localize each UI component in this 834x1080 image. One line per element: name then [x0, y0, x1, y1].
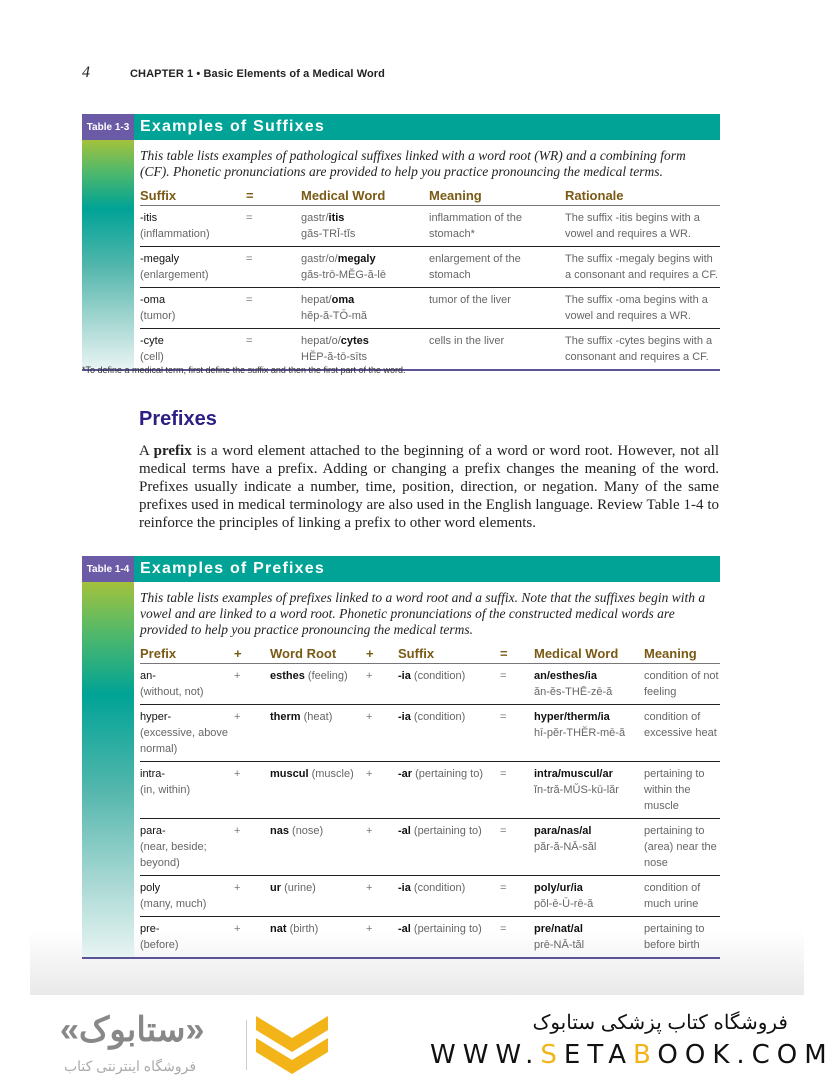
gradient-side-bar [82, 140, 134, 369]
suffix-meaning: (enlargement) [140, 269, 209, 281]
logo-subtitle: فروشگاه اینترنتی کتاب [63, 1058, 197, 1074]
medical-word: intra/muscul/ar [534, 768, 613, 780]
table-row [140, 206, 720, 247]
meaning: enlargement of the stomach [429, 253, 521, 281]
medical-word: para/nas/al [534, 825, 592, 837]
phonetic: prē-NĀ-tăl [534, 939, 585, 951]
word-root: therm [270, 711, 301, 723]
plus-sign: + [366, 768, 373, 780]
word-part: hepat/ [301, 294, 332, 306]
phonetic: ăn-ĕs-THĒ-zē-ă [534, 686, 613, 698]
suffix-term: -oma [140, 294, 166, 306]
table-header [82, 556, 720, 582]
meaning: condition of excessive heat [644, 711, 717, 739]
url-part-accent: B [633, 1040, 658, 1070]
plus-sign: + [366, 825, 373, 837]
prefix-meaning: (in, within) [140, 784, 191, 796]
table-row [140, 819, 720, 876]
equals-sign: = [500, 923, 507, 935]
table-title: Examples of Prefixes [134, 556, 720, 582]
equals-sign: = [500, 711, 507, 723]
suffix-meaning: (pertaining to) [415, 768, 483, 780]
word-suffix: cytes [340, 335, 369, 347]
url-part-accent: S [540, 1040, 564, 1070]
root-meaning: (heat) [303, 711, 333, 723]
url-part: ETA [563, 1040, 633, 1070]
meaning: pertaining to within the muscle [644, 768, 705, 812]
plus-sign: + [234, 882, 241, 894]
plus-sign: + [234, 825, 241, 837]
col-header: Suffix [140, 186, 246, 206]
table-row [140, 329, 720, 370]
rationale: The suffix -oma begins with a vowel and requires a WR. [565, 294, 708, 322]
medical-word: an/esthes/ia [534, 670, 597, 682]
prefix-table [140, 644, 720, 957]
col-header: = [500, 644, 534, 664]
prefix-term: an- [140, 670, 156, 682]
plus-sign: + [366, 923, 373, 935]
phonetic: hī-pĕr-THĔR-mē-ă [534, 727, 626, 739]
word-root: nas [270, 825, 289, 837]
phonetic: găs-trō-MĔG-ă-lē [301, 269, 386, 281]
prefix-term: hyper- [140, 711, 172, 723]
plus-sign: + [366, 670, 373, 682]
meaning: condition of much urine [644, 882, 701, 910]
phonetic: HĔP-ă-tō-sīts [301, 351, 368, 363]
plus-sign: + [366, 882, 373, 894]
word-suffix: oma [331, 294, 355, 306]
word-root: esthes [270, 670, 305, 682]
suffix-table [140, 186, 720, 369]
table-number: Table 1-4 [82, 556, 134, 582]
gradient-side-bar [82, 582, 134, 957]
meaning: condition of not feeling [644, 670, 719, 698]
plus-sign: + [234, 768, 241, 780]
equals-sign: = [500, 670, 507, 682]
section-body [139, 442, 719, 532]
prefix-term: para- [140, 825, 166, 837]
table-header [82, 114, 720, 140]
chevron-logo-icon [256, 1016, 328, 1078]
table-row [140, 705, 720, 762]
url-part: OOK.COM [657, 1040, 834, 1070]
table-prefixes [82, 556, 720, 959]
col-header: = [246, 186, 301, 206]
root-meaning: (urine) [284, 882, 316, 894]
phonetic: găs-TRĪ-tĭs [301, 228, 356, 240]
suffix-meaning: (pertaining to) [413, 825, 482, 837]
suffix-meaning: (cell) [140, 351, 164, 363]
rationale: The suffix -megaly begins with a consonant and requires a CF. [565, 253, 718, 281]
suffix-term: -cyte [140, 335, 164, 347]
equals-sign: = [500, 882, 507, 894]
phonetic: pŏl-ē-Ū-rē-ă [534, 898, 594, 910]
col-header: Rationale [565, 186, 720, 206]
equals-sign: = [246, 335, 253, 347]
body-text: A [139, 443, 154, 459]
word-suffix: megaly [337, 253, 376, 265]
suffix-meaning: (condition) [413, 882, 466, 894]
col-header: Meaning [429, 186, 565, 206]
phonetic: hĕp-ă-TŌ-mă [301, 310, 368, 322]
table-row [140, 876, 720, 917]
setabook-logo [60, 1010, 330, 1080]
prefix-term: poly [140, 882, 161, 894]
phonetic: păr-ă-NĀ-săl [534, 841, 597, 853]
suffix-meaning: (pertaining to) [413, 923, 482, 935]
phonetic: ĭn-tră-MŬS-kū-lăr [534, 784, 619, 796]
suffix: -ia [398, 882, 411, 894]
medical-word: pre/nat/al [534, 923, 583, 935]
word-part: gastr/o/ [301, 253, 338, 265]
word-root: nat [270, 923, 287, 935]
root-meaning: (nose) [292, 825, 324, 837]
table-intro: This table lists examples of prefixes linked to a word root and a suffix. Note that the suffixes begin with a vowel and are linked to a word root. Phonetic pronunciations of the constructed medical words are provided to help you practice pronouncing the medical terms. [140, 590, 706, 637]
col-header: Meaning [644, 644, 720, 664]
plus-sign: + [234, 923, 241, 935]
rationale: The suffix -itis begins with a vowel and requires a WR. [565, 212, 700, 240]
prefix-term: intra- [140, 768, 166, 780]
medical-word: hyper/therm/ia [534, 711, 610, 723]
suffix-term: -itis [140, 212, 158, 224]
rationale: The suffix -cytes begins with a consonant and requires a CF. [565, 335, 713, 363]
suffix: -ia [398, 711, 411, 723]
equals-sign: = [500, 768, 507, 780]
table-title: Examples of Suffixes [134, 114, 720, 140]
suffix-meaning: (tumor) [140, 310, 176, 322]
root-meaning: (feeling) [307, 670, 348, 682]
col-header: Word Root [270, 644, 366, 664]
prefix-meaning: (near, beside; beyond) [140, 841, 207, 869]
prefix-meaning: (excessive, above normal) [140, 727, 229, 755]
table-number: Table 1-3 [82, 114, 134, 140]
col-header: + [366, 644, 398, 664]
shop-name: فروشگاه کتاب پزشکی ستابوک [532, 1012, 788, 1034]
prefix-meaning: (without, not) [140, 686, 204, 698]
equals-sign: = [500, 825, 507, 837]
col-header: Medical Word [534, 644, 644, 664]
prefix-term: pre- [140, 923, 160, 935]
word-part: gastr/ [301, 212, 329, 224]
key-term: prefix [153, 443, 192, 459]
root-meaning: (birth) [289, 923, 319, 935]
shop-url[interactable] [430, 1040, 834, 1070]
plus-sign: + [234, 670, 241, 682]
section-heading: Prefixes [139, 408, 217, 430]
chapter-title: CHAPTER 1 • Basic Elements of a Medical Word [130, 68, 385, 80]
equals-sign: = [246, 294, 253, 306]
table-suffixes [82, 114, 720, 371]
table-bottom-rule [82, 957, 720, 959]
col-header: Medical Word [301, 186, 429, 206]
plus-sign: + [234, 711, 241, 723]
url-part: WWW. [430, 1040, 541, 1070]
prefix-meaning: (many, much) [140, 898, 207, 910]
table-row [140, 762, 720, 819]
plus-sign: + [366, 711, 373, 723]
suffix-meaning: (condition) [413, 711, 466, 723]
prefix-meaning: (before) [140, 939, 179, 951]
suffix-term: -megaly [140, 253, 180, 265]
meaning: inflammation of the stomach* [429, 212, 522, 240]
equals-sign: = [246, 253, 253, 265]
col-header: + [234, 644, 270, 664]
suffix: -ar [398, 768, 413, 780]
meaning: pertaining to (area) near the nose [644, 825, 717, 869]
meaning: pertaining to before birth [644, 923, 705, 951]
col-header: Suffix [398, 644, 500, 664]
word-root: muscul [270, 768, 309, 780]
logo-wordmark: «ستابوک» [60, 1011, 205, 1049]
meaning: cells in the liver [429, 335, 505, 347]
suffix: -al [398, 923, 411, 935]
body-text: is a word element attached to the beginning of a word or word root. However, not all medical terms have a prefix. Adding or changing a prefix changes the meaning of the word. Prefixes usually indicate a number, time, position, direction, or negation. Many of the same prefixes used in medical terminology are also used in the English language. Review Table 1-4 to reinforce the principles of linking a prefix to other word elements. [139, 443, 719, 531]
suffix: -al [398, 825, 411, 837]
root-meaning: (muscle) [311, 768, 354, 780]
logo-divider [246, 1020, 247, 1070]
col-header: Prefix [140, 644, 234, 664]
suffix-meaning: (inflammation) [140, 228, 210, 240]
word-part: hepat/o/ [301, 335, 341, 347]
page-number: 4 [82, 64, 90, 81]
word-root: ur [270, 882, 281, 894]
equals-sign: = [246, 212, 253, 224]
table-row [140, 664, 720, 705]
medical-word: poly/ur/ia [534, 882, 583, 894]
word-suffix: itis [328, 212, 345, 224]
table-footnote: *To define a medical term, first define the suffix and then the first part of the word. [82, 365, 406, 375]
suffix: -ia [398, 670, 411, 682]
table-row [140, 917, 720, 958]
table-intro: This table lists examples of pathological suffixes linked with a word root (WR) and a combining form (CF). Phonetic pronunciations are provided to help you practice pronouncing the medical terms. [140, 148, 686, 179]
table-row [140, 247, 720, 288]
meaning: tumor of the liver [429, 294, 511, 306]
table-row [140, 288, 720, 329]
suffix-meaning: (condition) [413, 670, 466, 682]
running-head [82, 64, 385, 82]
